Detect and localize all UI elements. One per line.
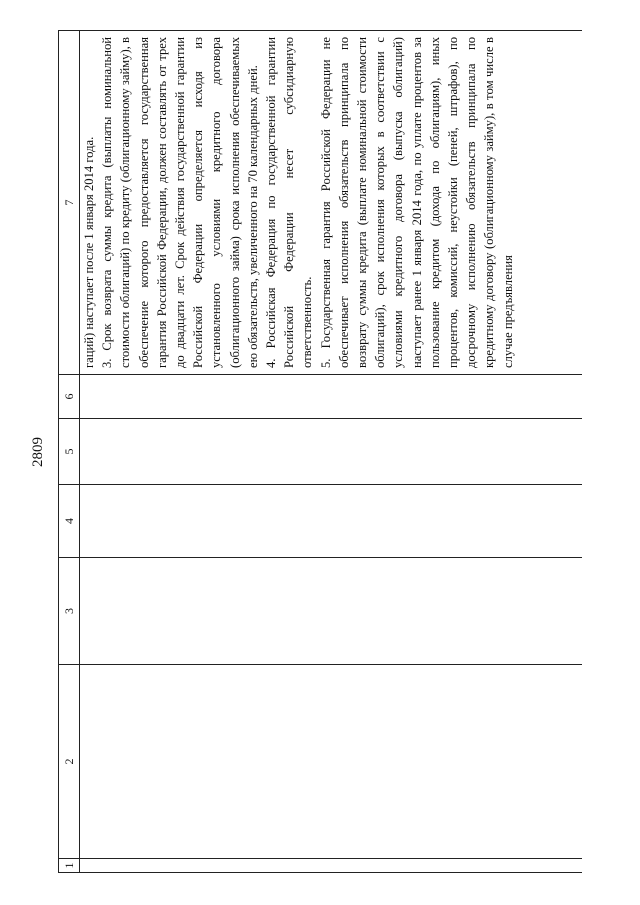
table-cell	[80, 665, 583, 859]
table-cell	[80, 419, 583, 485]
table-cell	[80, 859, 583, 873]
table-cell	[80, 375, 583, 419]
column-header: 3	[59, 558, 80, 665]
table-cell	[80, 485, 583, 558]
column-header: 6	[59, 375, 80, 419]
document-table	[58, 30, 582, 873]
rotated-table-container	[58, 31, 582, 873]
column-header: 4	[59, 485, 80, 558]
table-cell	[80, 558, 583, 665]
column-header: 2	[59, 665, 80, 859]
column-header: 1	[59, 859, 80, 873]
paragraph: 5. Государственная гарантия Российской Федерации не обеспечивает исполнения обязательств принципала по возврату суммы кредита (выплате номинальной стоимости облигаций), срок исполнения которых в соответствии с условиями кредитного договора (выпуска облигаций) наступает ранее 1 января 2014 года, по уплате процентов за пользование кредитом (дохода по облигациям), иных процентов, комиссий, неустойки (пеней, штрафов), по досрочному исполнению обязательств принципала по кредитному договору (облигационному займу), в том числе в случае предъявления	[318, 37, 515, 368]
table-cell-text	[80, 31, 583, 375]
page-number: 2809	[30, 437, 46, 467]
column-header: 5	[59, 419, 80, 485]
paragraph: 3. Срок возврата суммы кредита (выплаты номинальной стоимости облигаций) по кредиту (облигационному займу), в обеспечение которого предоставляется государственная гарантия Российской Федерации, должен составлять от трех до двадцати лет. Срок действия государственной гарантии Российской Федерации определяется исходя из установленного условиями кредитного договора (облигационного займа) срока исполнения обеспечиваемых ею обязательств, увеличенного на 70 календарных дней.	[100, 37, 260, 368]
paragraph: гаций) наступает после 1 января 2014 года.	[82, 136, 96, 368]
table-row	[80, 31, 583, 873]
table-header-row	[59, 31, 80, 873]
column-header: 7	[59, 31, 80, 375]
paragraph: 4. Российская Федерация по государственной гарантии Российской Федерации несет субсидиарную ответственность.	[264, 37, 315, 368]
